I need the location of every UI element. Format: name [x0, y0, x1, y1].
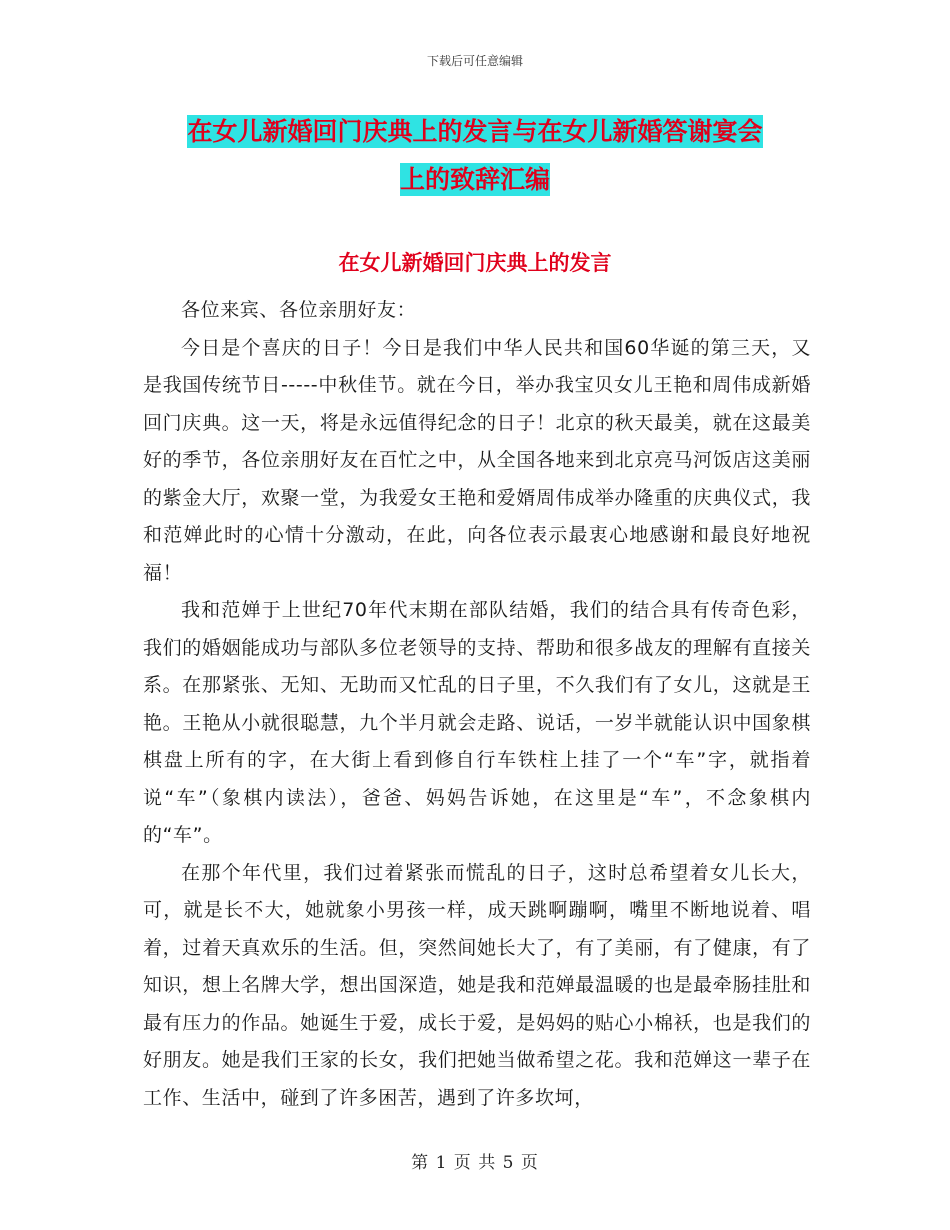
header-note: 下载后可任意编辑	[426, 54, 523, 68]
page-footer: 第 1 页 共 5 页	[411, 1153, 539, 1173]
title-line-1: 在女儿新婚回门庆典上的发言与在女儿新婚答谢宴会	[187, 117, 763, 146]
paragraph: 在那个年代里，我们过着紧张而慌乱的日子，这时总希望着女儿长大，可，就是长不大，她就象小男孩一样，成天跳啊蹦啊，嘴里不断地说着、唱着，过着天真欢乐的生活。但，突然间她长大了，有了美丽，有了健康，有了知识，想上名牌大学，想出国深造，她是我和范婵最温暖的也是最牵肠挂肚和最有压力的作品。她诞生于爱，成长于爱，是妈妈的贴心小棉袄，也是我们的好朋友。她是我们王家的长女，我们把她当做希望之花。我和范婵这一辈子在工作、生活中，碰到了许多困苦，遇到了许多坎坷，	[143, 861, 811, 1109]
document-title	[150, 108, 800, 204]
section-title: 在女儿新婚回门庆典上的发言	[338, 251, 612, 275]
paragraph-greeting: 各位来宾、各位亲朋好友：	[181, 299, 417, 321]
paragraph: 今日是个喜庆的日子！今日是我们中华人民共和国60华诞的第三天，又是我国传统节日-----中秋佳节。就在今日，举办我宝贝女儿王艳和周伟成新婚回门庆典。这一天，将是永远值得纪念的日子！北京的秋天最美，就在这最美好的季节，各位亲朋好友在百忙之中，从全国各地来到北京亮马河饭店这美丽的紫金大厅，欢聚一堂，为我爱女王艳和爱婿周伟成举办隆重的庆典仪式，我和范婵此时的心情十分激动，在此，向各位表示最衷心地感谢和最良好地祝福！	[143, 336, 811, 584]
body-text	[143, 292, 811, 1117]
paragraph: 我和范婵于上世纪70年代末期在部队结婚，我们的结合具有传奇色彩，我们的婚姻能成功与部队多位老领导的支持、帮助和很多战友的理解有直接关系。在那紧张、无知、无助而又忙乱的日子里，不久我们有了女儿，这就是王艳。王艳从小就很聪慧，九个半月就会走路、说话，一岁半就能认识中国象棋棋盘上所有的字，在大街上看到修自行车铁柱上挂了一个“车”字，就指着说“车”（象棋内读法），爸爸、妈妈告诉她，在这里是“车”，不念象棋内的“车”。	[143, 599, 811, 846]
title-line-2: 上的致辞汇编	[399, 165, 550, 194]
